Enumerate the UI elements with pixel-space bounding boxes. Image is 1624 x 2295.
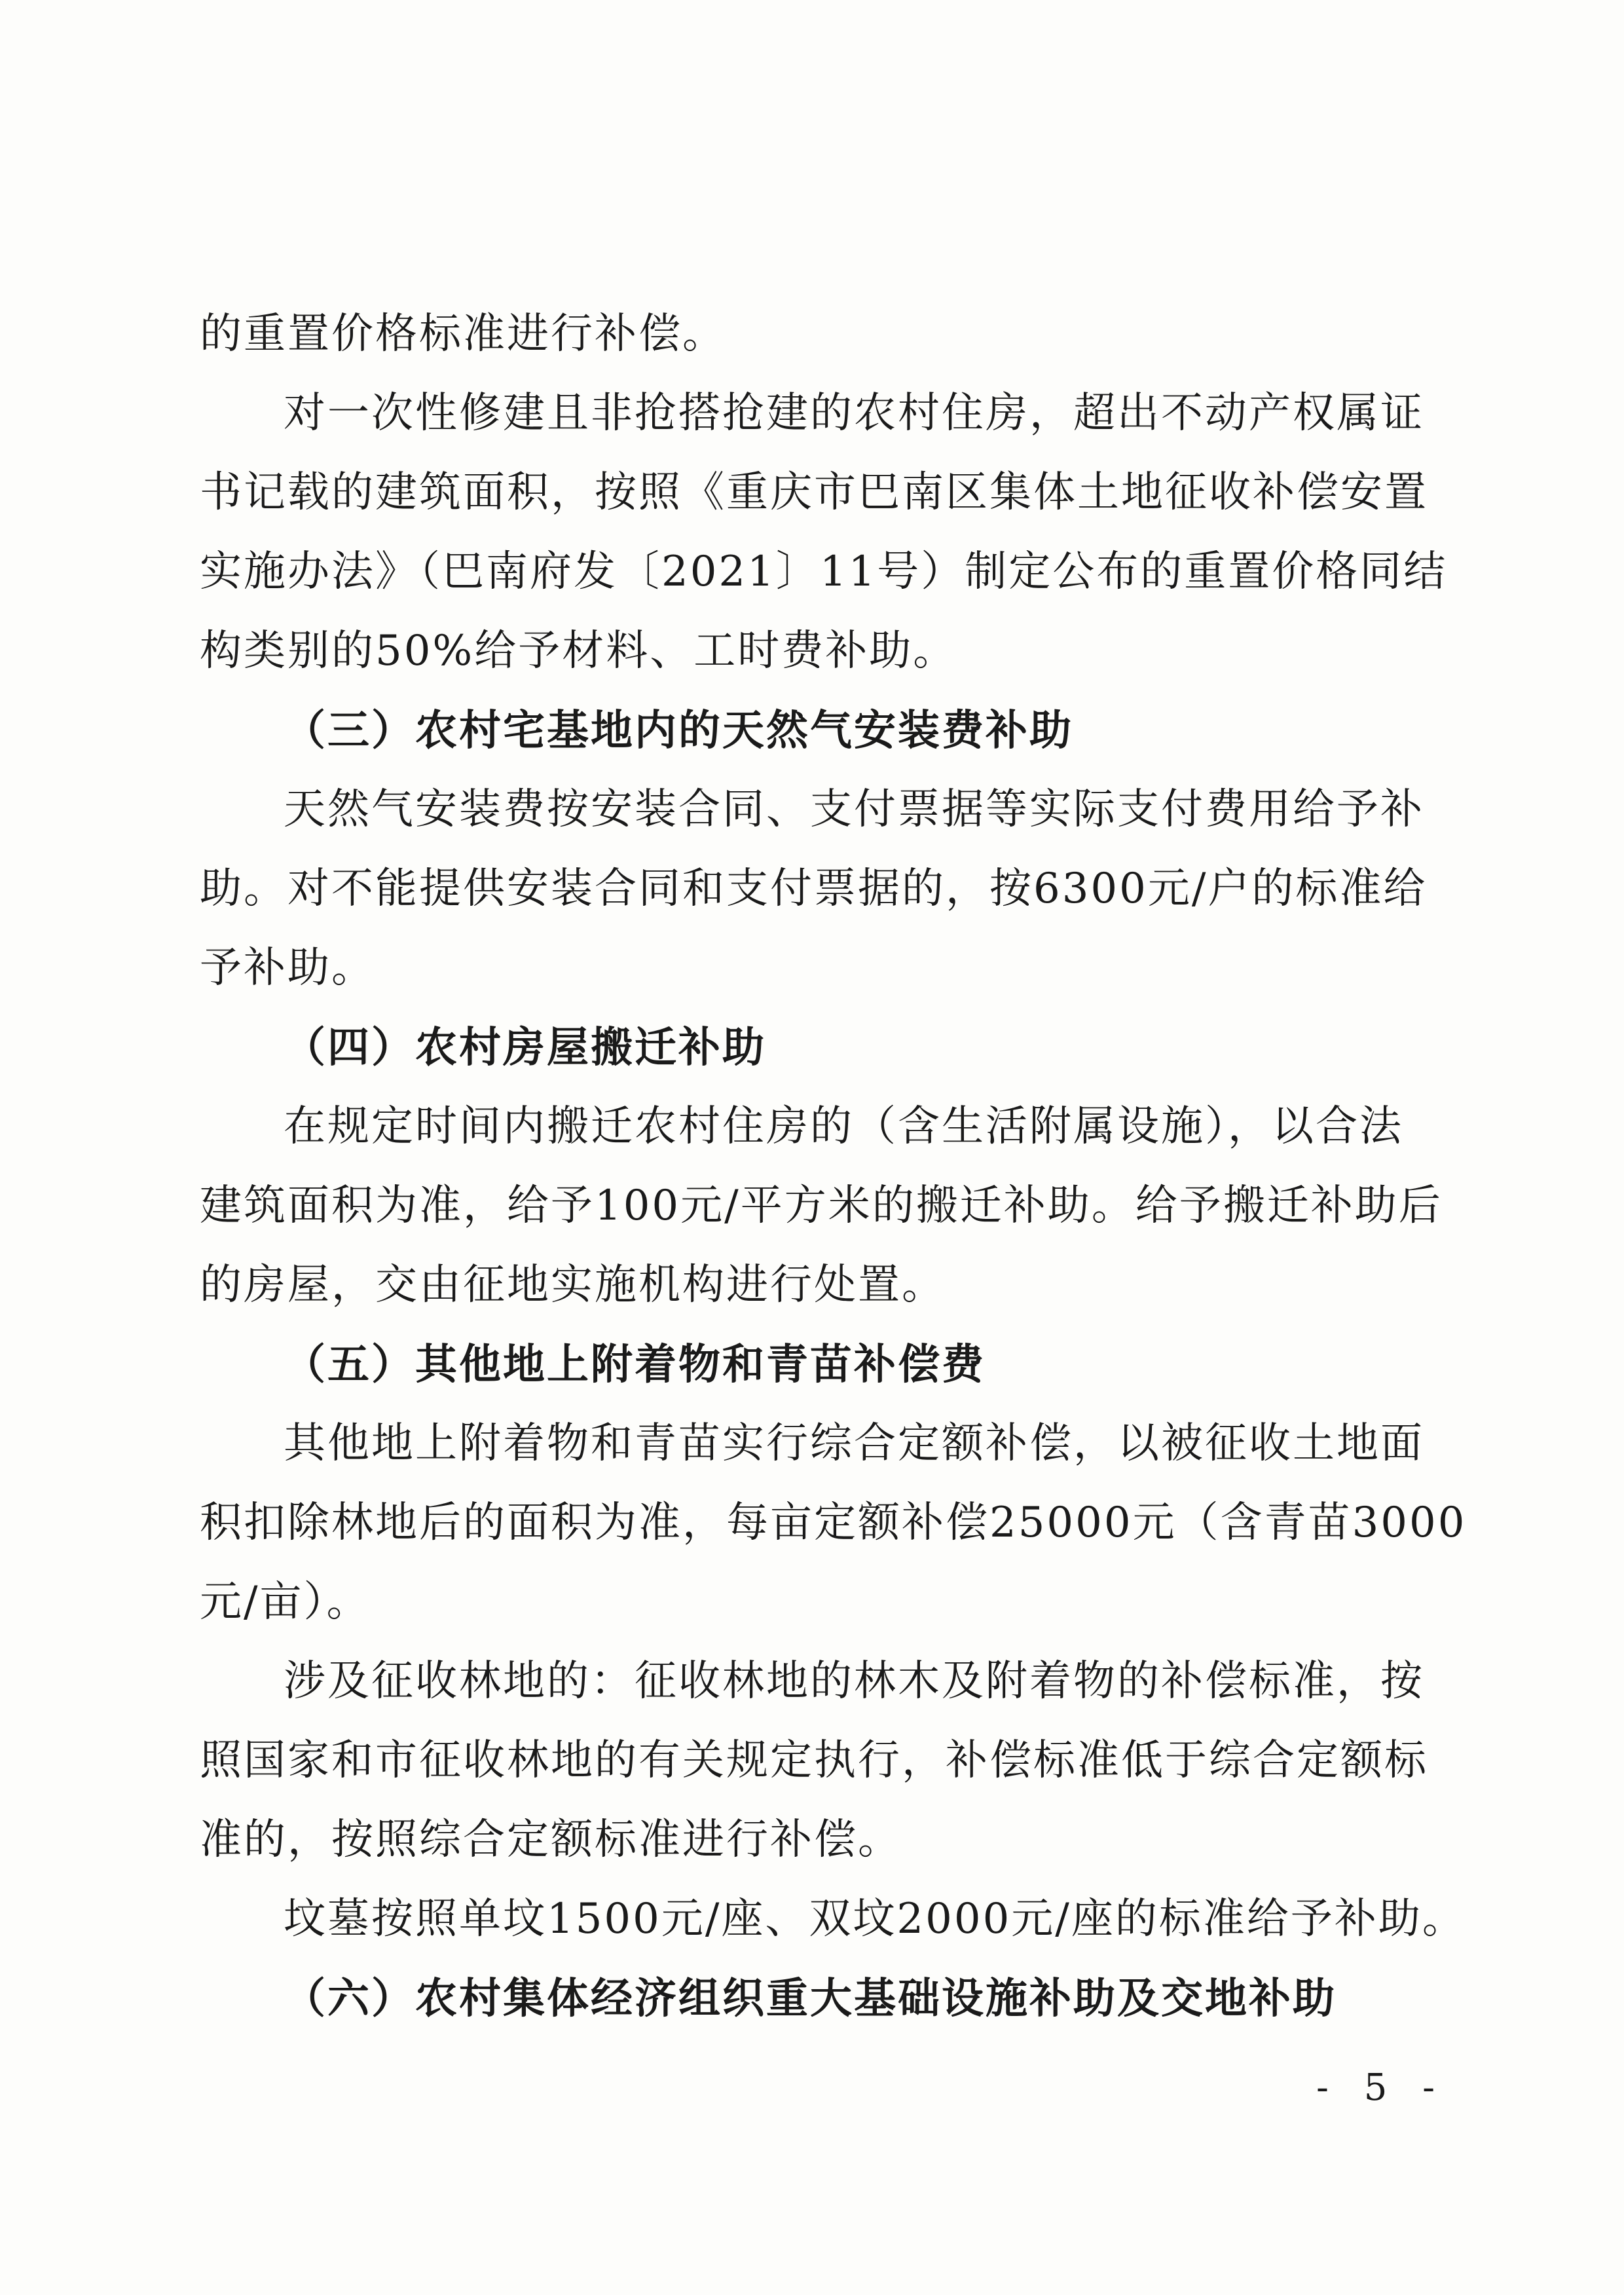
paragraph-line: 的重置价格标准进行补偿。 bbox=[200, 310, 726, 358]
paragraph-line: 元/亩）。 bbox=[200, 1578, 371, 1626]
paragraph-line: 天然气安装费按安装合同、支付票据等实际支付费用给予补 bbox=[284, 785, 1424, 834]
paragraph-line: 对一次性修建且非抢搭抢建的农村住房，超出不动产权属证 bbox=[284, 389, 1424, 438]
paragraph-line: 的房屋，交由征地实施机构进行处置。 bbox=[200, 1261, 946, 1309]
section-heading: （六）农村集体经济组织重大基础设施补助及交地补助 bbox=[284, 1974, 1337, 2023]
paragraph-line: 建筑面积为准，给予100元/平方米的搬迁补助。给予搬迁补助后 bbox=[200, 1182, 1443, 1230]
paragraph-line: 予补助。 bbox=[200, 944, 375, 992]
paragraph-line: 积扣除林地后的面积为准，每亩定额补偿25000元（含青苗3000 bbox=[200, 1499, 1467, 1547]
section-heading: （三）农村宅基地内的天然气安装费补助 bbox=[284, 706, 1073, 755]
section-heading: （五）其他地上附着物和青苗补偿费 bbox=[284, 1340, 986, 1389]
paragraph-line: 在规定时间内搬迁农村住房的（含生活附属设施），以合法 bbox=[284, 1102, 1403, 1151]
section-heading: （四）农村房屋搬迁补助 bbox=[284, 1023, 766, 1072]
page-number: - 5 - bbox=[1316, 2066, 1447, 2109]
paragraph-line: 照国家和市征收林地的有关规定执行，补偿标准低于综合定额标 bbox=[200, 1736, 1428, 1785]
paragraph-line: 准的，按照综合定额标准进行补偿。 bbox=[200, 1816, 902, 1864]
paragraph-line: 其他地上附着物和青苗实行综合定额补偿，以被征收土地面 bbox=[284, 1419, 1424, 1468]
paragraph-line: 构类别的50%给予材料、工时费补助。 bbox=[200, 627, 957, 675]
paragraph-line: 书记载的建筑面积，按照《重庆市巴南区集体土地征收补偿安置 bbox=[200, 468, 1428, 517]
paragraph-line: 助。对不能提供安装合同和支付票据的，按6300元/户的标准给 bbox=[200, 865, 1428, 913]
paragraph-line: 涉及征收林地的：征收林地的林木及附着物的补偿标准，按 bbox=[284, 1657, 1424, 1706]
paragraph-line: 实施办法》（巴南府发〔2021〕11号）制定公布的重置价格同结 bbox=[200, 548, 1448, 596]
paragraph-line: 坟墓按照单坟1500元/座、双坟2000元/座的标准给予补助。 bbox=[284, 1895, 1466, 1943]
document-body bbox=[200, 295, 1467, 2038]
